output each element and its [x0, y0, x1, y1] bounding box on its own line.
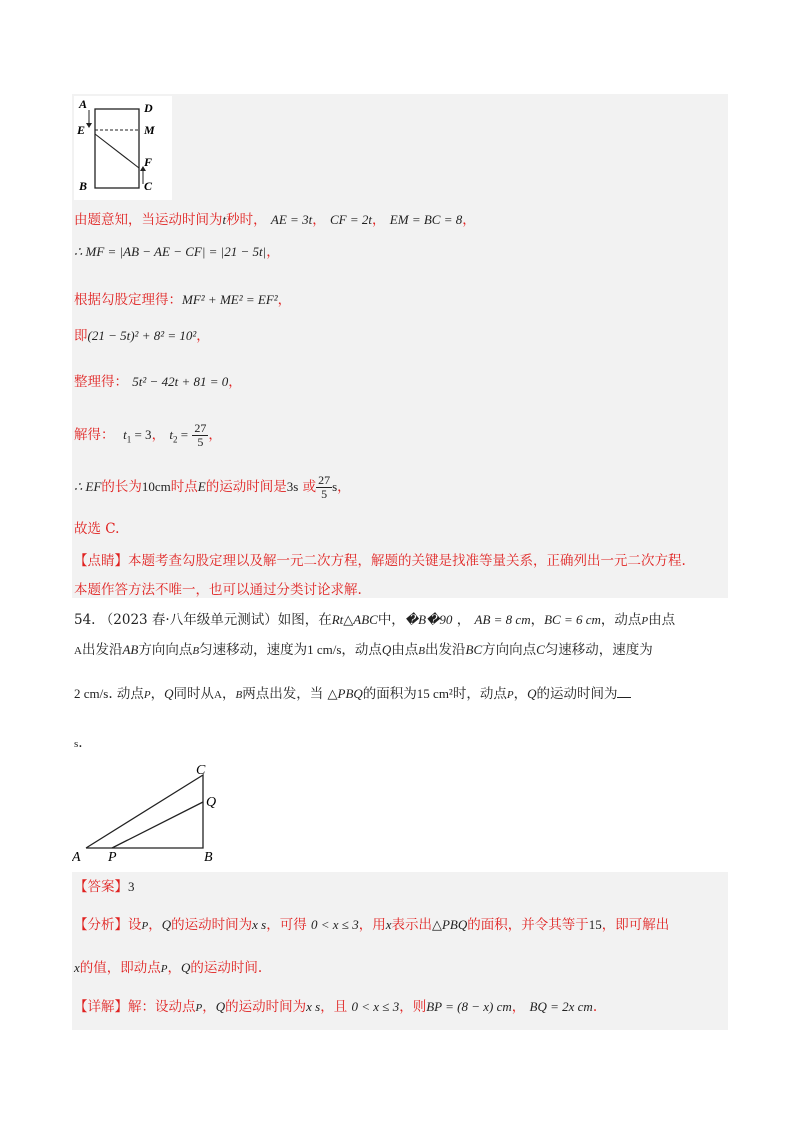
question-54-line-2: A出发沿AB方向向点B匀速移动，速度为1 cm/s，动点Q由点B出发沿BC方向向点C匀速移动，速度为: [74, 642, 653, 658]
solution-line-8: 故选 C.: [74, 521, 120, 537]
label-B: B: [204, 850, 213, 865]
question-54-line-3: 2 cm/s. 动点P，Q同时从A，B两点出发，当 △PBQ的面积为15 cm²时，动点P，Q的运动时间为: [74, 685, 631, 704]
solution-line-1: 由题意知，当运动时间为t秒时， AE = 3t， CF = 2t， EM = BC = 8，: [74, 212, 476, 228]
analysis-line-2: x的值，即动点P，Q的运动时间.: [74, 960, 263, 976]
label-M: M: [144, 123, 155, 137]
analysis-line-1: 【分析】设P，Q的运动时间为x s，可得 0 < x ≤ 3，用x表示出△PBQ的面积，并令其等于15，即可解出: [74, 917, 670, 933]
label-F: F: [144, 155, 153, 169]
label-B: B: [79, 179, 88, 193]
solution-line-2: ∴ MF = |AB − AE − CF| = |21 − 5t|，: [74, 244, 280, 260]
solution-line-6: 解得： $t_1 = 3$， $t_2$ = $\frac{27}{5}$ ，: [74, 421, 222, 449]
answer-blank: [617, 685, 631, 698]
solution-line-7: ∴ EF的长为10cm时点E的运动时间是3s 或 $\frac{27}{5}$ s，: [74, 473, 351, 501]
label-Q: Q: [206, 795, 217, 810]
answer-line: 【答案】3: [74, 879, 135, 895]
fraction-27-5-second: $\frac{27}{5}$: [318, 473, 331, 501]
question-54-line-4: s.: [74, 735, 83, 751]
label-C: C: [196, 763, 206, 778]
label-A: A: [79, 97, 88, 111]
solution-line-5: 整理得： 5t² − 42t + 81 = 0，: [74, 374, 242, 390]
detail-line: 【详解】解：设动点P，Q的运动时间为x s，且 0 < x ≤ 3，则BP = (8 − x) cm， BQ = 2x cm.: [74, 999, 598, 1015]
label-E: E: [77, 123, 86, 137]
fraction-27-5: $\frac{27}{5}$: [194, 421, 207, 449]
label-C: C: [144, 179, 153, 193]
label-D: D: [144, 101, 153, 115]
label-A: A: [72, 850, 81, 865]
label-P: P: [108, 850, 117, 865]
solution-line-3: 根据勾股定理得：MF² + ME² = EF²，: [74, 292, 292, 308]
triangle-figure: [72, 760, 232, 866]
solution-line-4: 即(21 − 5t)² + 8² = 10²，: [74, 328, 210, 344]
question-54-line-1: 54. （2023 春·八年级单元测试）如图，在Rt△ABC中，�B�90 ， AB = 8 cm，BC = 6 cm，动点P由点: [74, 612, 676, 628]
dianjing-line-1: 【点睛】本题考查勾股定理以及解一元二次方程，解题的关键是找准等量关系，正确列出一元二次方程.: [74, 553, 686, 569]
rectangle-figure: [74, 96, 172, 200]
dianjing-line-2: 本题作答方法不唯一，也可以通过分类讨论求解.: [74, 582, 362, 598]
